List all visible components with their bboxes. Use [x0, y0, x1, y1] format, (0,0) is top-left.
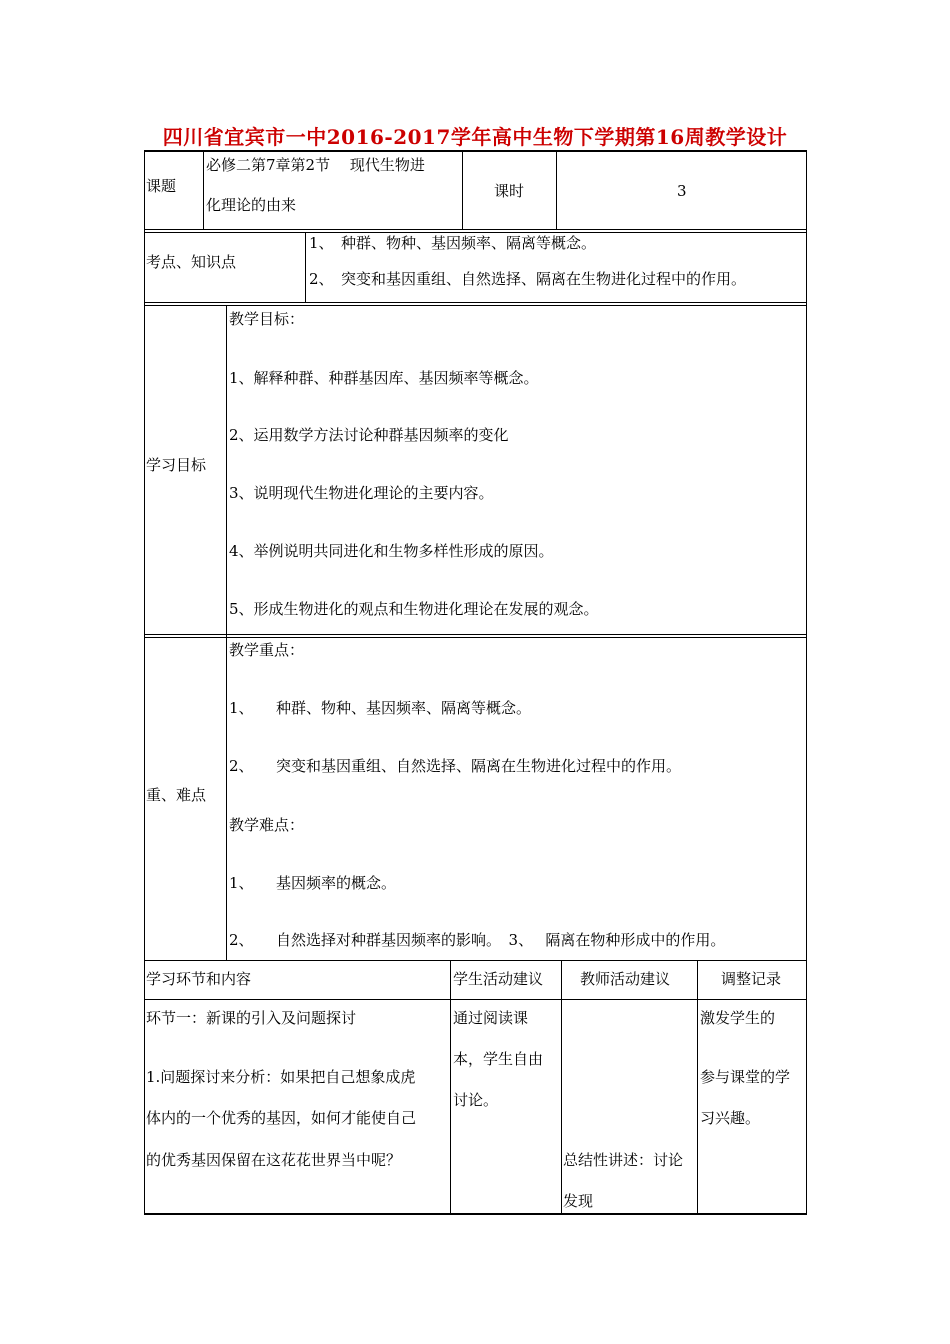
- header-adjust: 调整记录: [721, 970, 782, 988]
- key-points-label: 重、难点: [146, 786, 207, 804]
- hours-value: 3: [677, 182, 687, 200]
- col-divider: [556, 150, 557, 230]
- row-divider: [144, 634, 807, 635]
- table-border-right: [806, 150, 807, 1215]
- key-heading: 教学重点：: [229, 641, 305, 659]
- col-divider: [203, 150, 204, 230]
- adjust-line: 激发学生的: [700, 1009, 776, 1027]
- teacher-line: 总结性讲述：讨论: [563, 1151, 684, 1169]
- teacher-line: 发现: [563, 1192, 594, 1210]
- objective-item: 4、举例说明共同进化和生物多样性形成的原因。: [229, 542, 554, 560]
- row-divider: [144, 637, 807, 638]
- difficulty-item: 2、 自然选择对种群基因频率的影响。 3、 隔离在物种形成中的作用。: [229, 931, 726, 949]
- objective-item: 3、说明现代生物进化理论的主要内容。: [229, 484, 494, 502]
- table-border-left: [144, 150, 145, 1215]
- student-line: 通过阅读课: [453, 1009, 529, 1027]
- col-divider: [450, 960, 451, 1214]
- objectives-heading: 教学目标：: [229, 310, 305, 328]
- row-divider: [144, 960, 807, 961]
- lesson-label: 课题: [146, 177, 177, 195]
- lesson-value-line1: 必修二第7章第2节 现代生物进: [206, 156, 425, 174]
- key-item: 2、 突变和基因重组、自然选择、隔离在生物进化过程中的作用。: [229, 757, 682, 775]
- header-student: 学生活动建议: [453, 970, 544, 988]
- col-divider: [462, 150, 463, 230]
- content-line: 1.问题探讨来分析：如果把自己想象成虎: [146, 1068, 416, 1086]
- row-divider: [144, 302, 807, 303]
- difficulty-item: 1、 基因频率的概念。: [229, 874, 397, 892]
- table-border-bottom: [144, 1213, 807, 1215]
- col-divider: [561, 960, 562, 1214]
- row-divider: [144, 305, 807, 306]
- objectives-label: 学习目标: [146, 456, 207, 474]
- col-divider: [305, 232, 306, 303]
- difficulty-heading: 教学难点：: [229, 816, 305, 834]
- objective-item: 5、形成生物进化的观点和生物进化理论在发展的观念。: [229, 600, 599, 618]
- col-divider: [697, 960, 698, 1214]
- row-divider: [144, 999, 807, 1000]
- student-line: 讨论。: [453, 1091, 499, 1109]
- student-line: 本，学生自由: [453, 1050, 544, 1068]
- table-border-top: [144, 150, 807, 152]
- row-divider: [144, 229, 807, 230]
- content-line: 环节一：新课的引入及问题探讨: [146, 1009, 357, 1027]
- key-item: 1、 种群、物种、基因频率、隔离等概念。: [229, 699, 532, 717]
- document-title: 四川省宜宾市一中2016-2017学年高中生物下学期第16周教学设计: [162, 125, 788, 149]
- col-divider: [226, 305, 227, 961]
- objective-item: 2、运用数学方法讨论种群基因频率的变化: [229, 426, 509, 444]
- content-line: 体内的一个优秀的基因，如何才能使自己: [146, 1109, 417, 1127]
- adjust-line: 参与课堂的学: [700, 1068, 791, 1086]
- hours-label: 课时: [494, 182, 525, 200]
- header-content: 学习环节和内容: [146, 970, 252, 988]
- knowledge-item: 1、 种群、物种、基因频率、隔离等概念。: [309, 234, 597, 252]
- knowledge-label: 考点、知识点: [146, 253, 237, 271]
- knowledge-item: 2、 突变和基因重组、自然选择、隔离在生物进化过程中的作用。: [309, 270, 747, 288]
- content-line: 的优秀基因保留在这花花世界当中呢？: [146, 1151, 402, 1169]
- header-teacher: 教师活动建议: [580, 970, 671, 988]
- adjust-line: 习兴趣。: [700, 1109, 761, 1127]
- lesson-value-line2: 化理论的由来: [206, 196, 297, 214]
- objective-item: 1、解释种群、种群基因库、基因频率等概念。: [229, 369, 539, 387]
